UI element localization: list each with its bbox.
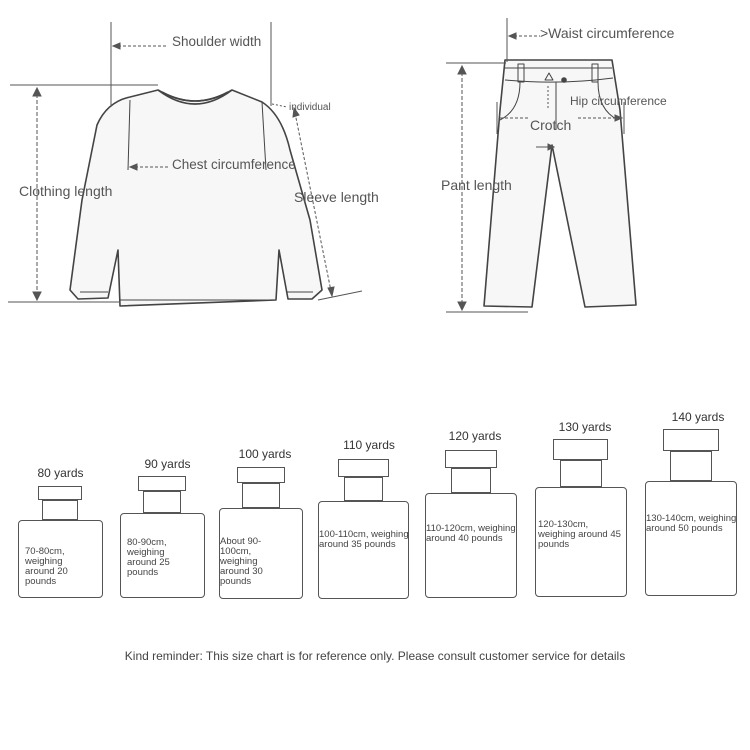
size-label: 140 yards: [671, 410, 725, 424]
bottle-body: [425, 493, 517, 598]
size-card-80: [18, 466, 103, 598]
size-label: 130 yards: [558, 420, 612, 434]
bottle-body: [535, 487, 627, 597]
size-description: 80-90cm, weighing around 25 pounds: [127, 537, 170, 578]
pant-length-label: Pant length: [441, 177, 512, 193]
bottle-neck: [143, 491, 181, 513]
crotch-label: Crotch: [530, 117, 572, 133]
size-description: 70-80cm, weighing around 20 pounds: [25, 546, 68, 587]
size-description: 100-110cm, weighing around 35 pounds: [319, 529, 409, 550]
size-description: 110-120cm, weighing around 40 pounds: [426, 523, 516, 544]
bottle-neck: [344, 477, 383, 501]
size-card-100: [219, 447, 303, 599]
sleeve-length-label: Sleeve length: [294, 189, 379, 205]
bottle-body: [219, 508, 303, 599]
shoulder-width-label: Shoulder width: [172, 34, 262, 49]
bottle-cap: [38, 486, 82, 500]
clothing-length-label: Clothing length: [19, 183, 113, 199]
size-label: 80 yards: [37, 466, 84, 480]
size-card-110: [318, 438, 409, 599]
waist-circumference-label: >Waist circumference: [540, 25, 675, 41]
individual-label: individual: [289, 102, 331, 113]
size-card-90: [120, 457, 205, 598]
bottle-cap: [338, 459, 389, 477]
bottle-body: [120, 513, 205, 598]
size-card-120: [425, 429, 517, 598]
bottle-cap: [138, 476, 186, 491]
size-card-140: [645, 410, 737, 596]
size-description: About 90-100cm, weighing around 30 pounds: [220, 536, 263, 587]
bottle-cap: [663, 429, 719, 451]
bottle-cap: [553, 439, 608, 460]
chest-circumference-label: Chest circumference: [172, 157, 296, 172]
bottle-neck: [451, 468, 491, 493]
size-label: 120 yards: [448, 429, 502, 443]
bottle-neck: [42, 500, 78, 520]
bottle-body: [18, 520, 103, 598]
bottle-cap: [237, 467, 285, 483]
hip-circumference-label: Hip circumference: [570, 94, 667, 108]
size-chart-reminder: Kind reminder: This size chart is for reference only. Please consult customer service for details: [124, 649, 626, 663]
size-label: 90 yards: [144, 457, 191, 471]
bottle-cap: [445, 450, 497, 468]
bottle-neck: [560, 460, 602, 487]
size-description: 130-140cm, weighing around 50 pounds: [646, 513, 737, 534]
bottle-neck: [670, 451, 712, 481]
size-description: 120-130cm, weighing around 45 pounds: [538, 519, 621, 550]
size-label: 110 yards: [343, 438, 395, 452]
size-card-130: [535, 420, 627, 597]
size-label: 100 yards: [238, 447, 292, 461]
bottle-neck: [242, 483, 280, 508]
bottle-body: [318, 501, 409, 599]
bottle-body: [645, 481, 737, 596]
